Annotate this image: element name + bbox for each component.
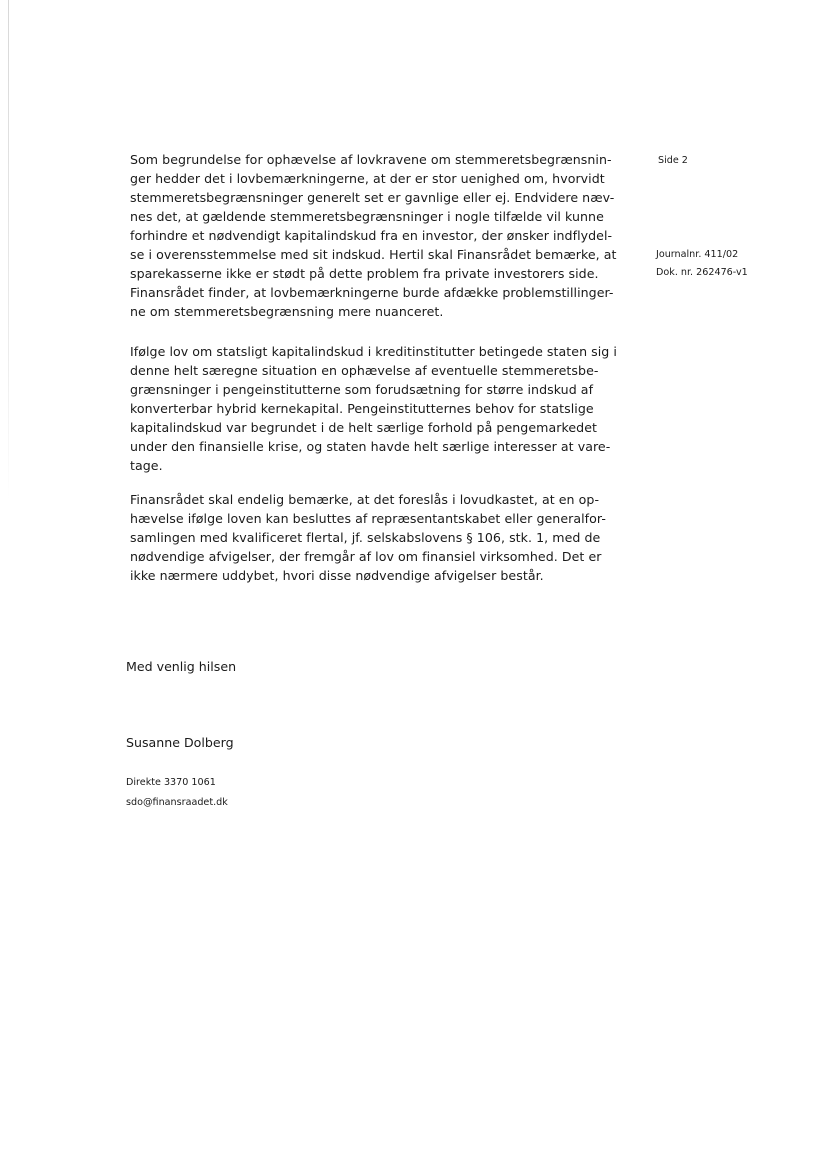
text-line: Ifølge lov om statsligt kapitalindskud i kreditinstitutter betingede staten sig i <box>130 344 617 359</box>
text-line: Finansrådet skal endelig bemærke, at det foreslås i lovudkastet, at en op- <box>130 492 600 507</box>
text-line: samlingen med kvalificeret flertal, jf. selskabslovens § 106, stk. 1, med de <box>130 530 601 545</box>
paragraph-3 <box>130 490 606 585</box>
email-address: sdo@finansraadet.dk <box>126 797 228 808</box>
text-line: se i overensstemmelse med sit indskud. Hertil skal Finansrådet bemærke, at <box>130 247 617 262</box>
text-line: forhindre et nødvendigt kapitalindskud fra en investor, der ønsker indflydel- <box>130 228 613 243</box>
text-line: Som begrundelse for ophævelse af lovkravene om stemmeretsbegrænsnin- <box>130 152 612 167</box>
signer-name: Susanne Dolberg <box>126 735 234 750</box>
text-line: ne om stemmeretsbegrænsning mere nuanceret. <box>130 304 444 319</box>
text-line: konverterbar hybrid kernekapital. Pengeinstitutternes behov for statslige <box>130 401 594 416</box>
text-line: under den finansielle krise, og staten havde helt særlige interesser at vare- <box>130 439 611 454</box>
text-line: stemmeretsbegrænsninger generelt set er gavnlige eller ej. Endvidere næv- <box>130 190 615 205</box>
text-line: nødvendige afvigelser, der fremgår af lov om finansiel virksomhed. Det er <box>130 549 602 564</box>
text-line: kapitalindskud var begrundet i de helt særlige forhold på pengemarkedet <box>130 420 597 435</box>
page-number: Side 2 <box>658 155 688 166</box>
text-line: Finansrådet finder, at lovbemærkningerne burde afdække problemstillinger- <box>130 285 614 300</box>
closing-greeting: Med venlig hilsen <box>126 659 237 674</box>
text-line: grænsninger i pengeinstitutterne som forudsætning for større indskud af <box>130 382 594 397</box>
paragraph-2 <box>130 342 617 475</box>
text-line: hævelse ifølge loven kan besluttes af repræsentantskabet eller generalfor- <box>130 511 606 526</box>
phone-number: Direkte 3370 1061 <box>126 777 216 788</box>
document-number: Dok. nr. 262476-v1 <box>656 267 748 278</box>
text-line: ikke nærmere uddybet, hvori disse nødvendige afvigelser består. <box>130 568 544 583</box>
scan-edge-line <box>8 0 9 500</box>
journal-number: Journalnr. 411/02 <box>656 249 739 260</box>
paragraph-1 <box>130 150 617 321</box>
contact-block <box>126 773 228 813</box>
text-line: nes det, at gældende stemmeretsbegrænsninger i nogle tilfælde vil kunne <box>130 209 604 224</box>
text-line: ger hedder det i lovbemærkningerne, at der er stor uenighed om, hvorvidt <box>130 171 605 186</box>
text-line: tage. <box>130 458 163 473</box>
text-line: denne helt særegne situation en ophævelse af eventuelle stemmeretsbe- <box>130 363 599 378</box>
text-line: sparekasserne ikke er stødt på dette problem fra private investorers side. <box>130 266 599 281</box>
